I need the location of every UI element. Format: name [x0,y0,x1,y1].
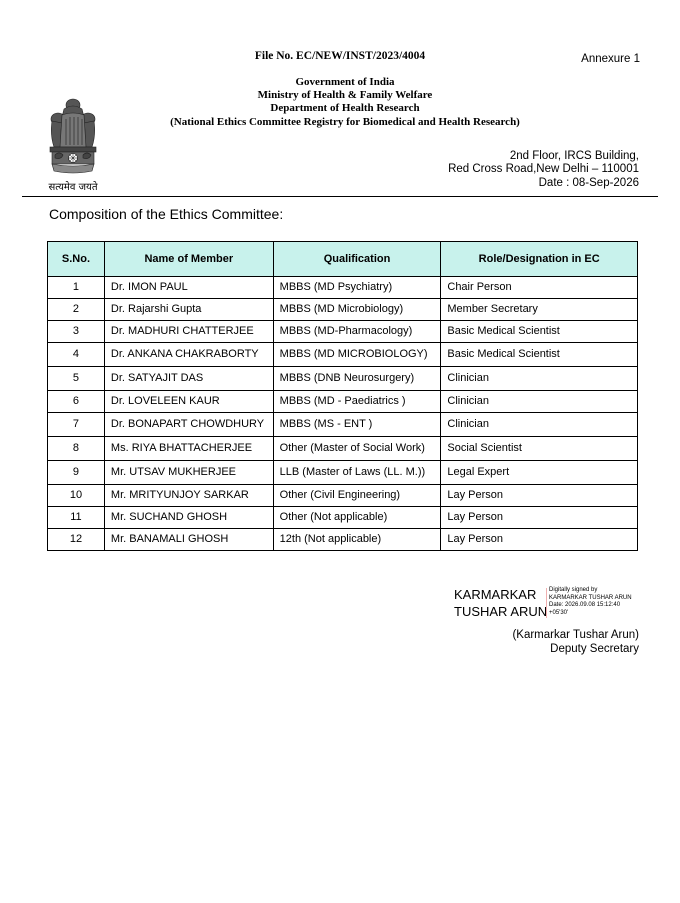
cell-sno: 3 [48,321,105,343]
cell-role: Clinician [441,367,638,391]
cell-qualification: Other (Civil Engineering) [273,485,441,507]
emblem-motto: सत्यमेव जयते [48,182,98,193]
cell-qualification: MBBS (MD Psychiatry) [273,277,441,299]
annexure-label: Annexure 1 [581,53,640,65]
column-header-sno: S.No. [48,242,105,277]
cell-role: Clinician [441,391,638,413]
cell-role: Lay Person [441,485,638,507]
cell-sno: 11 [48,507,105,529]
cell-role: Clinician [441,413,638,437]
cell-sno: 2 [48,299,105,321]
cell-sno: 5 [48,367,105,391]
cell-name: Dr. SATYAJIT DAS [104,367,273,391]
cell-role: Social Scientist [441,437,638,461]
cell-sno: 12 [48,529,105,551]
committee-table [47,241,638,551]
cell-qualification: MBBS (DNB Neurosurgery) [273,367,441,391]
cell-qualification: MBBS (MS - ENT ) [273,413,441,437]
table-row [48,461,638,485]
cell-name: Dr. ANKANA CHAKRABORTY [104,343,273,367]
office-address [448,150,639,190]
column-header-qualification: Qualification [273,242,441,277]
signatory-block [512,629,639,656]
cell-qualification: Other (Not applicable) [273,507,441,529]
address-line: 2nd Floor, IRCS Building, [509,150,639,162]
table-row [48,529,638,551]
section-title: Composition of the Ethics Committee: [49,206,284,222]
cell-name: Dr. Rajarshi Gupta [104,299,273,321]
cell-sno: 8 [48,437,105,461]
table-row [48,367,638,391]
cell-qualification: 12th (Not applicable) [273,529,441,551]
table-row [48,277,638,299]
signature-detail-line: +05'30' [549,609,569,616]
table-header-row [48,242,638,277]
address-line: Red Cross Road,New Delhi – 110001 [448,163,639,176]
cell-sno: 7 [48,413,105,437]
signer-name-line: KARMARKAR [454,587,537,602]
table-row [48,391,638,413]
table-row [48,413,638,437]
signature-details [549,587,632,617]
government-line: Government of India [295,76,395,88]
cell-role: Legal Expert [441,461,638,485]
table-row [48,343,638,367]
signature-detail-line: Digitally signed by [549,587,598,593]
cell-name: Mr. UTSAV MUKHERJEE [104,461,273,485]
column-header-role: Role/Designation in EC [441,242,638,277]
signature-divider [546,588,547,618]
table-row [48,437,638,461]
cell-sno: 9 [48,461,105,485]
cell-name: Dr. BONAPART CHOWDHURY [104,413,273,437]
table-row [48,321,638,343]
signature-detail-line: KARMARKAR TUSHAR ARUN [549,594,632,601]
column-header-name: Name of Member [104,242,273,277]
cell-qualification: MBBS (MD-Pharmacology) [273,321,441,343]
signer-name-line: TUSHAR ARUN [454,604,548,619]
signer-name [454,586,547,620]
cell-qualification: Other (Master of Social Work) [273,437,441,461]
cell-role: Lay Person [441,529,638,551]
header-divider [22,196,658,197]
table-row [48,507,638,529]
cell-name: Mr. MRITYUNJOY SARKAR [104,485,273,507]
department-line: Department of Health Research [270,102,420,115]
table-row [48,485,638,507]
cell-name: Dr. IMON PAUL [104,277,273,299]
cell-qualification: MBBS (MD - Paediatrics ) [273,391,441,413]
cell-role: Member Secretary [441,299,638,321]
national-emblem-icon [40,95,106,195]
cell-sno: 1 [48,277,105,299]
cell-sno: 4 [48,343,105,367]
cell-qualification: MBBS (MD MICROBIOLOGY) [273,343,441,367]
registry-line: (National Ethics Committee Registry for Biomedical and Health Research) [170,115,520,128]
cell-sno: 6 [48,391,105,413]
signatory-name: (Karmarkar Tushar Arun) [512,629,639,641]
cell-qualification: MBBS (MD Microbiology) [273,299,441,321]
signatory-designation: Deputy Secretary [550,642,639,655]
cell-name: Mr. SUCHAND GHOSH [104,507,273,529]
file-number: File No. EC/NEW/INST/2023/4004 [254,50,426,62]
cell-role: Chair Person [441,277,638,299]
date-line: Date : 08-Sep-2026 [538,176,639,189]
cell-name: Dr. LOVELEEN KAUR [104,391,273,413]
cell-role: Basic Medical Scientist [441,321,638,343]
cell-name: Ms. RIYA BHATTACHERJEE [104,437,273,461]
cell-name: Dr. MADHURI CHATTERJEE [104,321,273,343]
cell-sno: 10 [48,485,105,507]
cell-name: Mr. BANAMALI GHOSH [104,529,273,551]
cell-role: Basic Medical Scientist [441,343,638,367]
signature-detail-line: Date: 2026.09.08 15:12:40 [549,602,621,608]
table-row [48,299,638,321]
digital-signature [454,584,654,620]
cell-role: Lay Person [441,507,638,529]
ministry-line: Ministry of Health & Family Welfare [257,89,433,102]
cell-qualification: LLB (Master of Laws (LL. M.)) [273,461,441,485]
